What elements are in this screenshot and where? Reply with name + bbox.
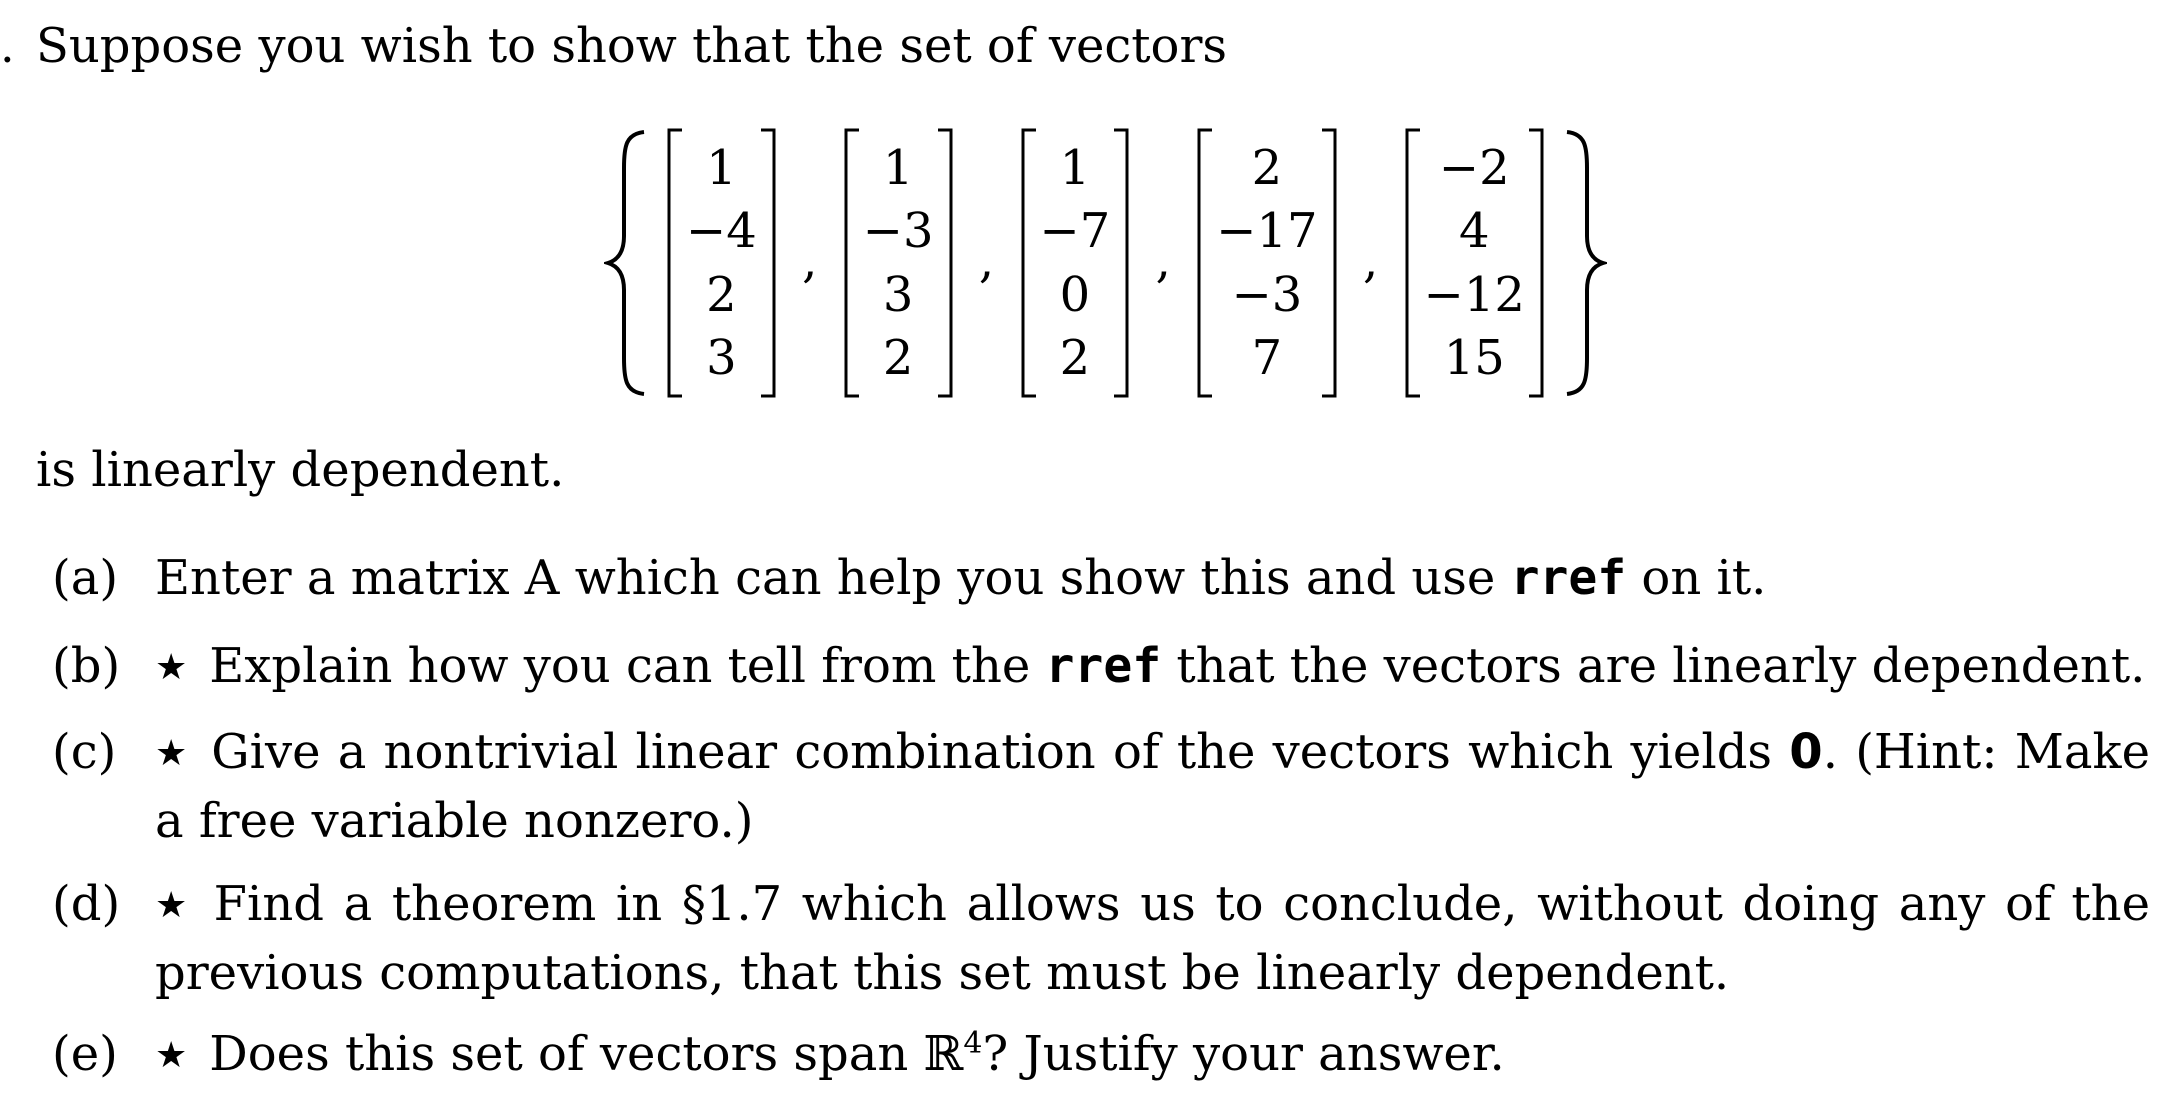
part-b-label: (b) xyxy=(52,638,121,694)
vector-entry: 0 xyxy=(1059,266,1091,323)
right-bracket-icon xyxy=(1527,128,1545,398)
vector-separator: , xyxy=(978,233,995,289)
vector-entry: 2 xyxy=(706,266,737,323)
part-d-text xyxy=(155,872,2150,1005)
part-e-label: (e) xyxy=(52,1026,118,1082)
vector-4 xyxy=(1180,128,1353,398)
part-c-text-after: . (Hint: Make a free variable nonzero.) xyxy=(155,724,2150,849)
problem-intro: Suppose you wish to show that the set of vectors xyxy=(36,18,1228,74)
vector-entry: 15 xyxy=(1443,329,1505,386)
vector-entry: 1 xyxy=(706,140,737,196)
part-d-label: (d) xyxy=(52,876,121,932)
part-e-text-after: ? Justify your answer. xyxy=(982,1026,1505,1082)
star-icon: ★ xyxy=(155,885,192,926)
leading-mark: . xyxy=(0,19,15,73)
part-b-text xyxy=(155,634,2150,703)
part-a-label: (a) xyxy=(52,550,119,606)
vector-entry: −2 xyxy=(1438,140,1510,196)
vector-entry: 2 xyxy=(882,329,914,386)
vector-entry: 2 xyxy=(1251,140,1283,196)
vector-entry: 4 xyxy=(1458,203,1490,260)
vector-1 xyxy=(650,128,793,398)
left-bracket-icon xyxy=(666,128,684,398)
right-brace-icon xyxy=(1561,128,1607,398)
vector-set xyxy=(604,128,1607,398)
part-d-text-content: Find a theorem in §1.7 which allows us to conclude, without doing any of the previous computations, that this set must be linearly dependent. xyxy=(155,876,2150,1001)
vector-entry: −3 xyxy=(1231,266,1303,323)
exponent: 4 xyxy=(963,1026,983,1061)
vector-separator: , xyxy=(802,233,818,289)
vector-entry: 7 xyxy=(1251,329,1283,386)
right-bracket-icon xyxy=(1112,128,1130,398)
star-icon: ★ xyxy=(155,733,190,774)
zero-vector: 0 xyxy=(1789,724,1823,780)
vector-entry: −12 xyxy=(1423,266,1525,323)
vector-entry: −7 xyxy=(1039,203,1111,260)
part-e-text-before: Does this set of vectors span ℝ xyxy=(209,1026,964,1082)
vector-entry: −3 xyxy=(862,203,934,260)
vector-entry: −17 xyxy=(1216,203,1318,260)
rref-code: rref xyxy=(1045,638,1162,694)
part-a-text-before: Enter a matrix A which can help you show this and use xyxy=(155,550,1511,606)
part-a-text-after: on it. xyxy=(1626,550,1767,606)
vector-separator: , xyxy=(1155,233,1171,289)
vector-separator: , xyxy=(1362,233,1379,289)
part-c-text-before: Give a nontrivial linear combination of the vectors which yields xyxy=(211,724,1790,780)
vector-entry: 2 xyxy=(1059,329,1091,386)
part-a-text xyxy=(155,546,2150,610)
star-icon: ★ xyxy=(155,1035,188,1076)
part-b-text-after: that the vectors are linearly dependent. xyxy=(1161,638,2146,694)
vector-3 xyxy=(1004,128,1147,398)
part-b-text-before: Explain how you can tell from the xyxy=(209,638,1046,694)
left-brace-icon xyxy=(604,128,650,398)
left-bracket-icon xyxy=(843,128,861,398)
part-e-text xyxy=(155,1022,2150,1091)
part-c-text xyxy=(155,720,2150,853)
vector-entry: 3 xyxy=(706,329,737,386)
vector-entry: 3 xyxy=(882,266,914,323)
left-bracket-icon xyxy=(1020,128,1038,398)
vector-2 xyxy=(827,128,970,398)
part-c-label: (c) xyxy=(52,724,117,780)
vector-entry: 1 xyxy=(1059,140,1091,196)
right-bracket-icon xyxy=(759,128,777,398)
vector-entry: −4 xyxy=(686,203,757,260)
rref-code: rref xyxy=(1510,550,1627,606)
vector-5 xyxy=(1388,128,1561,398)
left-bracket-icon xyxy=(1404,128,1422,398)
right-bracket-icon xyxy=(1320,128,1338,398)
star-icon: ★ xyxy=(155,647,188,688)
right-bracket-icon xyxy=(936,128,954,398)
left-bracket-icon xyxy=(1196,128,1214,398)
vector-entry: 1 xyxy=(882,140,914,196)
problem-outro: is linearly dependent. xyxy=(36,442,565,498)
